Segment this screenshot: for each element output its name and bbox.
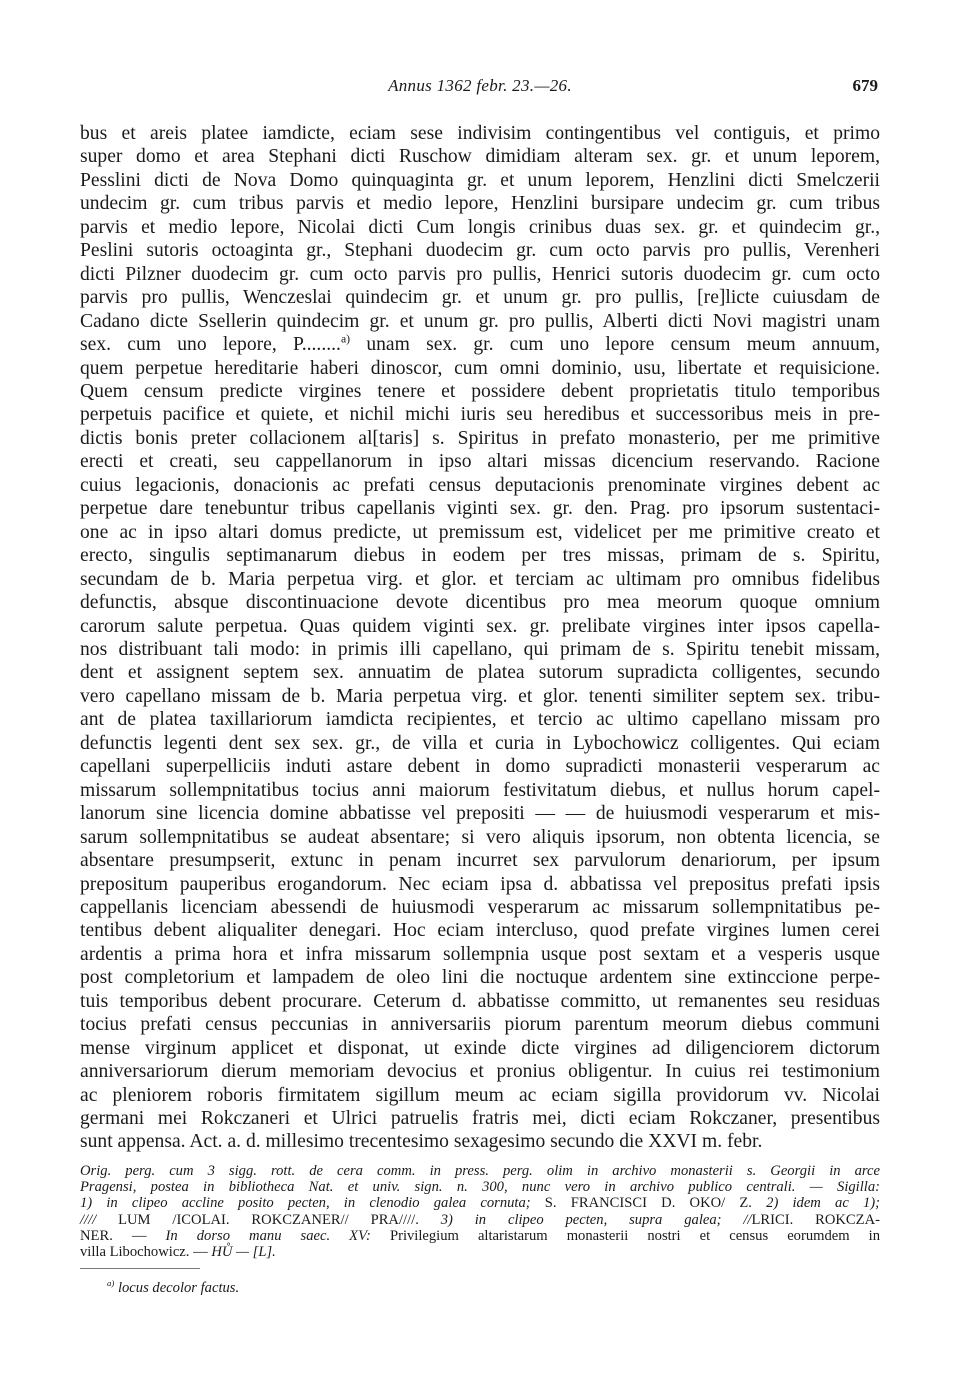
text-line: lanorum sine licencia domine abbatisse vel prepositi — — de huiusmodi vesperarum et mis- [80,803,880,825]
text-line: defunctis legenti dent sex sex. gr., de villa et curia in Lybochowicz colligentes. Qui eciam [80,732,880,754]
text-line: ac pleniorem roboris firmitatem sigillum meum ac eciam sigilla providorum vv. Nicolai [80,1084,880,1106]
text-line: sarum sollempnitatibus se audeat absentare; si vero aliquis ipsorum, non obtenta licencia, se [80,826,880,848]
text-line: dicti Pilzner duodecim gr. cum octo parvis pro pullis, Henrici sutoris duodecim gr. cum octo [80,263,880,285]
apparatus-dorso-note: In dorso manu saec. XV: [165,1227,371,1244]
apparatus-line [80,1244,880,1260]
apparatus-line: Orig. perg. cum 3 sigg. rott. de cera comm. in press. perg. olim in archivo monasterii s. Georgii in arce [80,1163,880,1179]
text-line: perpetue dare tenebuntur tribus capellanis viginti sex. gr. den. Prag. pro ipsorum sustentaci- [80,498,880,520]
charter-text [80,122,880,1154]
text-line: Peslini sutoris octoaginta gr., Stephani duodecim gr. cum octo parvis pro pullis, Verenheri [80,240,880,262]
apparatus-seal-3-legend: LRICI. ROKCZA- [751,1211,880,1228]
text-line: capellani superpelliciis induti astare debent in domo supradicti monasterii vesperarum ac [80,756,880,778]
text-line: erecto, singulis septimanarum diebus in eodem per tres missas, primam de s. Spiritu, [80,545,880,567]
text-line: sunt appensa. Act. a. d. millesimo trecentesimo sexagesimo secundo die XXVI m. febr. [80,1131,763,1153]
text-line: prepositum pauperibus erogandorum. Nec eciam ipsa d. abbatissa vel prepositus prefati ipsis [80,873,880,895]
text-line: cuius legacionis, donacionis ac prefati census deputacionis prenominate virgines debent ac [80,474,880,496]
text-line: post completorium et lampadem de oleo lini die noctuque ardentem sine extinccione perpe- [80,967,880,989]
page-number: 679 [852,76,878,95]
text-line: Cadano dicte Ssellerin quindecim gr. et unum gr. pro pullis, Alberti dicti Novi magistri unam [80,310,880,332]
text-line: absentare presumpserit, extunc in penam incurret sex parvulorum denariorum, per ipsum [80,850,880,872]
text-line: vero capellano missam de b. Maria perpetua virg. et glor. tenenti similiter septem sex. tribu- [80,685,880,707]
apparatus-dorso-text: Privilegium altaristarum monasterii nostri et census eorumdem in [370,1227,881,1244]
text-line: tuis temporibus debent procurare. Ceterum d. abbatisse committo, ut remanentes seu residuas [80,990,880,1012]
apparatus-line [80,1195,880,1211]
text-line: undecim gr. cum tribus parvis et medio lepore, Henzlini bursipare undecim gr. cum tribus [80,193,880,215]
footnote-marker: a) [107,1278,115,1289]
text-line: Quem censum predicte virgines tenere et possidere debent proprietatis titulo temporibus [80,380,880,402]
footnote-divider [80,1268,200,1269]
text-line: one ac in ipso altari domus predicte, ut premissum est, videlicet per me primitive creato et [80,521,880,543]
text-line: secundam de b. Maria perpetua virg. et glor. et terciam ac ultimam pro omnibus fidelibus [80,568,880,590]
apparatus-line [80,1212,880,1228]
footnote-reference: a) [340,332,351,346]
text-line: ant de platea taxillariorum iamdicta recipientes, et tercio ac ultimo capellano missam pro [80,709,880,731]
text-line: erecti et creati, seu cappellanorum in ipso altari missas dicencium reservando. Racione [80,451,880,473]
running-title: Annus 1362 febr. 23.—26. [388,76,572,95]
text-line: parvis pro pullis, Wenczeslai quindecim gr. et unum gr. pro pullis, [re]licte cuiusdam de [80,287,880,309]
text-line: bus et areis platee iamdicte, eciam sese indivisim contingentibus vel contiguis, et primo [80,123,880,144]
text-line: sex. cum uno lepore, P........$^{a)}$ unam sex. gr. cum uno lepore censum meum annuum, [80,332,880,356]
text-line: tocius prefati census peccunias in anniversariis piorum parentum meorum diebus communi [80,1014,880,1036]
apparatus-fragment: NER. — [80,1227,166,1244]
apparatus-seal-1-legend: S. FRANCISCI D. OKO/ Z. [530,1195,767,1212]
text-line: Pesslini dicti de Nova Domo quinquaginta gr. et unum leporem, Henzlini dicti Smelczerii [80,169,880,191]
text-line: tentibus debent aliqualiter denegari. Hoc eciam intercluso, quod prefate virgines lumen cerei [80,920,880,942]
apparatus-seal-1: 1) in clipeo accline posito pecten, in clenodio galea cornuta; [80,1195,531,1212]
apparatus-fragment: villa Libochowicz. — [80,1244,212,1261]
critical-apparatus [80,1163,880,1260]
footnote [107,1280,239,1297]
text-line: super domo et area Stephani dicti Ruschow dimidiam alteram sex. gr. et unum leporem, [80,146,880,168]
text-line: mense virginum applicet et disponat, ut exinde dicte virgines ad diligenciorem dictorum [80,1037,880,1059]
text-line: quem perpetue hereditarie haberi dinoscor, cum omni dominio, usu, libertate et requisicione. [80,357,880,379]
text-line: germani mei Rokczaneri et Ulrici patruelis fratris mei, dicti eciam Rokczaner, presentibus [80,1108,880,1130]
apparatus-line [80,1228,880,1244]
page-header [80,76,880,104]
text-line: carorum salute perpetua. Quas quidem viginti sex. gr. prelibate virgines inter ipsos capella- [80,615,880,637]
text-line: dent et assignent septem sex. annuatim de platea sutorum supradicta colligentes, secundo [80,662,880,684]
footnote-text: locus decolor factus. [114,1280,240,1296]
text-line: missarum sollempnitatibus tocius anni maiorum festivitatum diebus, et nullus horum capel- [80,779,880,801]
apparatus-line: Pragensi, postea in bibliotheca Nat. et univ. sign. n. 300, nunc vero in archivo publico centrali. — Sigilla: [80,1179,880,1196]
text-line: nos distribuant tali modo: in primis illi capellano, qui primam de s. Spiritu tenebit missam, [80,638,880,660]
text-line: defunctis, absque discontinuacione devote dicentibus pro mea meorum quoque omnium [80,592,880,614]
text-line: anniversariorum dierum memoriam devocius et pronius obligentur. In cuius rei testimonium [80,1061,880,1083]
apparatus-editor-marks: HŮ — [L]. [211,1244,276,1261]
text-line: parvis et medio lepore, Nicolai dicti Cum longis crinibus duas sex. gr. et quindecim gr., [80,216,880,238]
apparatus-seal-3: 3) in clipeo pecten, supra galea; // [440,1211,752,1228]
apparatus-fragment: //// [80,1211,119,1228]
text-line: dictis bonis preter collacionem al[taris] s. Spiritus in prefato monasterio, per me primitive [80,427,880,449]
apparatus-seal-2-legend: LUM /ICOLAI. ROKCZANER// PRA////. [118,1211,441,1228]
text-line: cappellanis licenciam abessendi de huiusmodi vesperarum ac missarum sollempnitatibus pe- [80,896,880,918]
apparatus-seal-2: 2) idem ac 1); [766,1195,880,1212]
text-line: perpetuis pacifice et quiete, et nichil michi iuris seu heredibus et successoribus meis in pre- [80,404,880,426]
text-line: ardentis a prima hora et infra missarum sollempnia usque post sextam et a vesperis usque [80,943,880,965]
